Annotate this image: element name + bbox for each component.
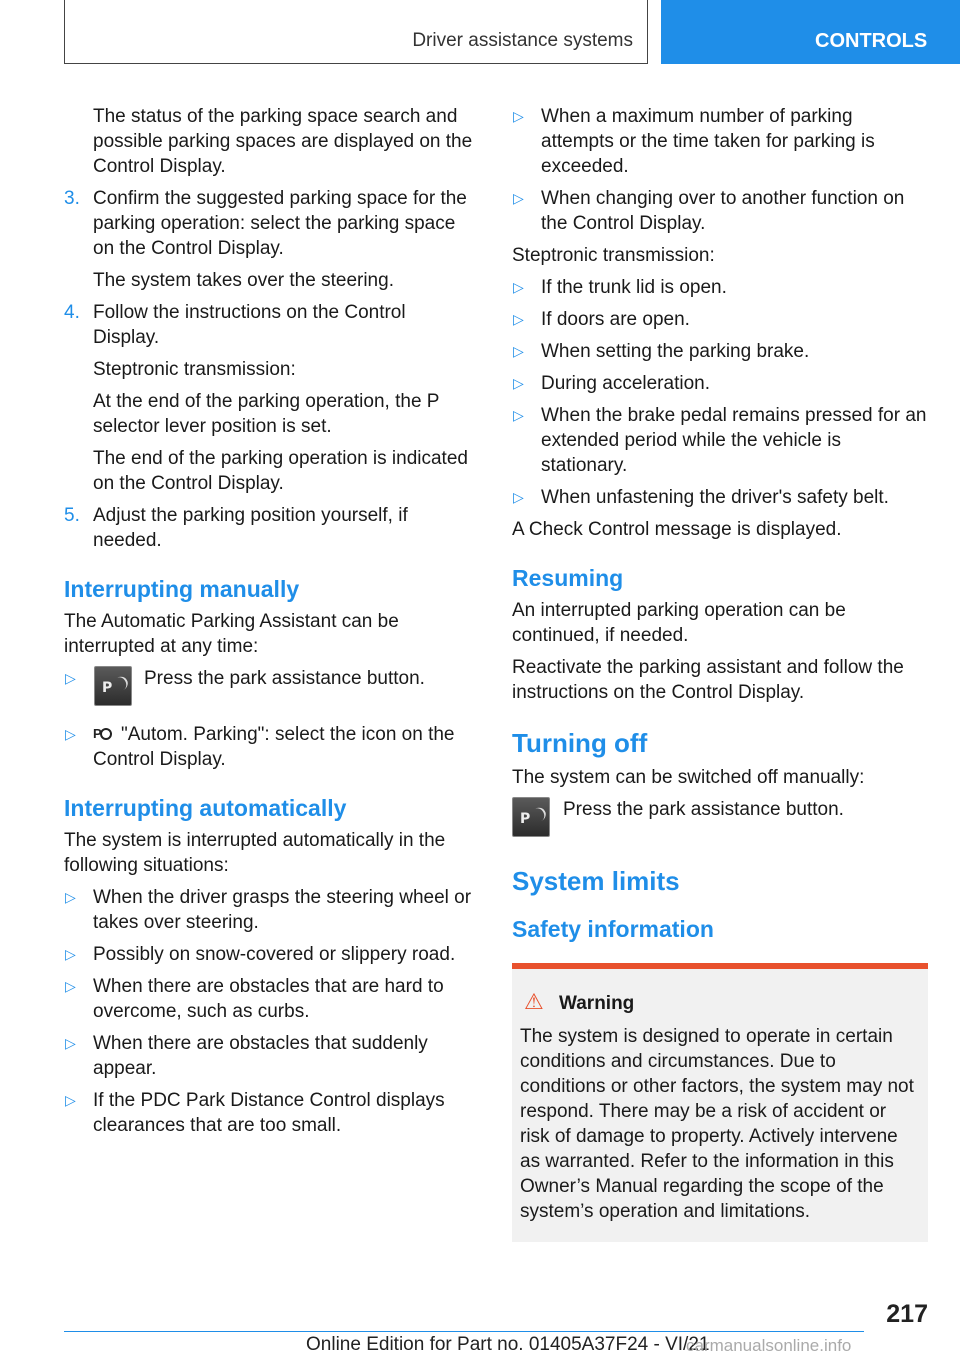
list-item bbox=[64, 885, 476, 935]
manual-bullet-display bbox=[64, 722, 476, 772]
page-number: 217 bbox=[886, 1300, 928, 1328]
intro-text: The status of the parking space search and possible parking spaces are displayed on the Control Display. bbox=[93, 106, 473, 177]
heading-resuming: Resuming bbox=[512, 565, 624, 591]
triangle-right-icon: ▷ bbox=[65, 978, 76, 994]
triangle-right-icon: ▷ bbox=[513, 190, 524, 206]
bullet-text: When setting the parking brake. bbox=[541, 341, 810, 362]
triangle-right-icon: ▷ bbox=[513, 407, 524, 423]
turn-off-button-row bbox=[512, 797, 928, 843]
bullet-text: When changing over to another function on the Control Display. bbox=[541, 188, 905, 234]
triangle-right-icon: ▷ bbox=[65, 889, 76, 905]
step-note: At the end of the parking operation, the P selector lever position is set. bbox=[93, 391, 440, 437]
triangle-right-icon: ▷ bbox=[513, 108, 524, 124]
park-assist-button-icon bbox=[512, 797, 550, 837]
warning-box bbox=[512, 963, 928, 1242]
chapter-tab-label: CONTROLS bbox=[815, 30, 928, 52]
chapter-tab bbox=[661, 0, 960, 64]
bullet-text: When unfastening the driver's safety belt. bbox=[541, 487, 889, 508]
warning-triangle-icon: ⚠ bbox=[524, 989, 544, 1014]
bullet-text: During acceleration. bbox=[541, 373, 710, 394]
button-text: Press the park assistance button. bbox=[563, 799, 844, 820]
step-number: 4. bbox=[64, 302, 80, 323]
list-item bbox=[512, 307, 928, 332]
triangle-right-icon: ▷ bbox=[513, 279, 524, 295]
step-text: Adjust the parking position yourself, if needed. bbox=[93, 505, 408, 551]
section-title: Driver assistance systems bbox=[412, 30, 633, 51]
step-text: Follow the instructions on the Control Display. bbox=[93, 302, 406, 348]
list-item bbox=[64, 974, 476, 1024]
triangle-right-icon: ▷ bbox=[513, 343, 524, 359]
step-note: Steptronic transmission: bbox=[93, 359, 296, 380]
step-4 bbox=[64, 300, 476, 350]
heading-turning-off: Turning off bbox=[512, 728, 648, 758]
heading-safety-information: Safety information bbox=[512, 916, 714, 942]
heading-system-limits: System limits bbox=[512, 866, 680, 896]
bullet-text: Possibly on snow-covered or slippery road. bbox=[93, 944, 456, 965]
auto-text: The system is interrupted automatically in the following situations: bbox=[64, 830, 446, 876]
bullet-text: Press the park assistance button. bbox=[144, 668, 425, 689]
resuming-text: An interrupted parking operation can be continued, if needed. bbox=[512, 600, 846, 646]
list-item bbox=[512, 186, 928, 236]
bullet-text: When the brake pedal remains pressed for an extended period while the vehicle is stationary. bbox=[541, 405, 927, 476]
list-item bbox=[512, 339, 928, 364]
resuming-text: Reactivate the parking assistant and follow the instructions on the Control Display. bbox=[512, 657, 904, 703]
turning-off-text: The system can be switched off manually: bbox=[512, 767, 865, 788]
bullet-text: "Autom. Parking": select the icon on the Control Display. bbox=[93, 724, 455, 770]
list-item bbox=[64, 942, 476, 967]
list-item bbox=[64, 1088, 476, 1138]
bullet-text: When there are obstacles that are hard to overcome, such as curbs. bbox=[93, 976, 444, 1022]
step-text: Confirm the suggested parking space for the parking operation: select the parking space on the Control Display. bbox=[93, 188, 467, 259]
triangle-right-icon: ▷ bbox=[65, 726, 76, 742]
bullet-text: If the trunk lid is open. bbox=[541, 277, 727, 298]
warning-header bbox=[520, 991, 920, 1016]
bullet-text: When a maximum number of parking attempts or the time taken for parking is exceeded. bbox=[541, 106, 875, 177]
bullet-text: When the driver grasps the steering wheel or takes over steering. bbox=[93, 887, 472, 933]
triangle-right-icon: ▷ bbox=[65, 1035, 76, 1051]
step-note: The end of the parking operation is indicated on the Control Display. bbox=[93, 448, 468, 494]
triangle-right-icon: ▷ bbox=[513, 489, 524, 505]
edition-text: Online Edition for Part no. 01405A37F24 - VI/21 bbox=[306, 1334, 710, 1355]
footer-rule bbox=[64, 1331, 864, 1332]
right-column bbox=[512, 104, 928, 1242]
bullet-text: If doors are open. bbox=[541, 309, 690, 330]
list-item bbox=[512, 403, 928, 478]
heading-interrupting-manually: Interrupting manually bbox=[64, 576, 300, 602]
warning-title: Warning bbox=[559, 993, 635, 1014]
triangle-right-icon: ▷ bbox=[513, 375, 524, 391]
autom-parking-icon bbox=[93, 723, 115, 743]
list-item bbox=[512, 275, 928, 300]
triangle-right-icon: ▷ bbox=[513, 311, 524, 327]
park-assist-button-icon bbox=[94, 666, 132, 706]
left-column bbox=[64, 104, 476, 1145]
triangle-right-icon: ▷ bbox=[65, 670, 76, 686]
triangle-right-icon: ▷ bbox=[65, 946, 76, 962]
heading-interrupting-automatically: Interrupting automatically bbox=[64, 795, 347, 821]
bullet-text: If the PDC Park Distance Control displays clearances that are too small. bbox=[93, 1090, 445, 1136]
list-item bbox=[64, 1031, 476, 1081]
step-3 bbox=[64, 186, 476, 261]
bullet-text: When there are obstacles that suddenly appear. bbox=[93, 1033, 428, 1079]
manual-bullet-button bbox=[64, 666, 476, 712]
steptronic-label: Steptronic transmission: bbox=[512, 245, 715, 266]
manual-text: The Automatic Parking Assistant can be interrupted at any time: bbox=[64, 611, 399, 657]
header-frame bbox=[64, 0, 648, 64]
step-number: 5. bbox=[64, 505, 80, 526]
list-item bbox=[512, 371, 928, 396]
check-control-text: A Check Control message is displayed. bbox=[512, 519, 842, 540]
triangle-right-icon: ▷ bbox=[65, 1092, 76, 1108]
step-5 bbox=[64, 503, 476, 553]
list-item bbox=[512, 485, 928, 510]
watermark: carmanualsonline.info bbox=[686, 1336, 852, 1355]
list-item bbox=[512, 104, 928, 179]
warning-text: The system is designed to operate in certain conditions and circumstances. Due to conditions or other factors, the system may not respond. There may be a risk of accident or risk of damage to property. Actively intervene as warranted. Refer to the information in this Owner’s Manual regarding the scope of the system’s operation and limitations. bbox=[520, 1026, 914, 1222]
step-note: The system takes over the steering. bbox=[93, 270, 394, 291]
step-number: 3. bbox=[64, 188, 80, 209]
